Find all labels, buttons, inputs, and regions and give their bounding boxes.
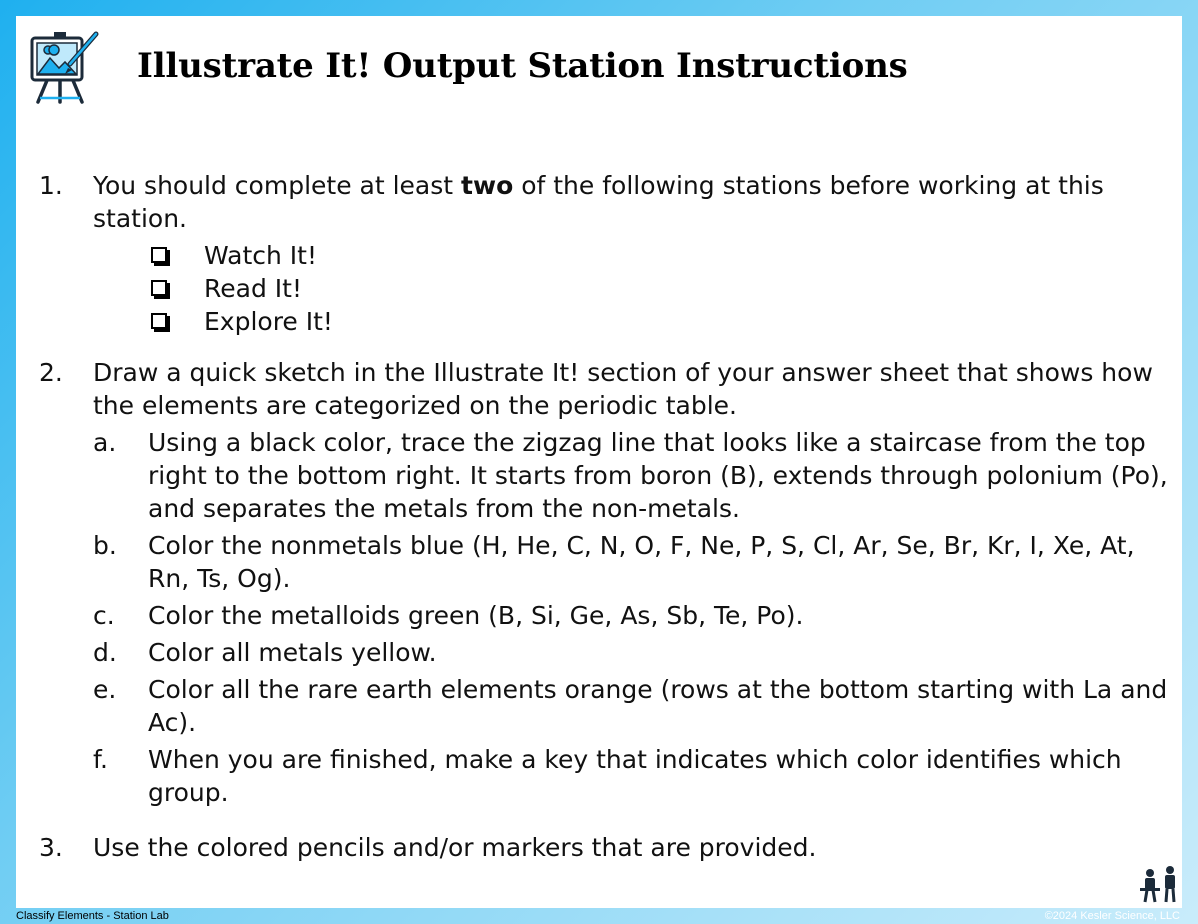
checkbox-icon xyxy=(151,247,167,263)
sub-text: Color all metals yellow. xyxy=(148,638,437,667)
sub-text: Color the metalloids green (B, Si, Ge, As, Sb, Te, Po). xyxy=(148,601,804,630)
sub-text: When you are finished, make a key that indicates which color identifies which group. xyxy=(148,745,1122,807)
instruction-number: 2. xyxy=(39,358,63,387)
sub-item xyxy=(16,599,1182,632)
sub-item xyxy=(16,743,1182,809)
students-icon xyxy=(1138,864,1182,904)
instruction-text-start: You should complete at least xyxy=(93,171,462,200)
sub-text: Using a black color, trace the zigzag line that looks like a staircase from the top right to the bottom right. It starts from boron (B), extends through polonium (Po), and separates the metals from the non-metals. xyxy=(148,428,1168,523)
instruction-text: Use the colored pencils and/or markers that are provided. xyxy=(93,833,817,862)
instruction-item xyxy=(16,356,1182,809)
sub-item xyxy=(16,673,1182,739)
instructions-list xyxy=(16,169,1182,864)
checklist-item xyxy=(16,272,1182,305)
sub-letter: e. xyxy=(93,675,117,704)
instruction-bold-word: two xyxy=(461,171,514,200)
sub-letter: c. xyxy=(93,601,115,630)
instruction-number: 3. xyxy=(39,833,63,862)
instruction-text: Draw a quick sketch in the Illustrate It! section of your answer sheet that shows how the elements are categorized on the periodic table. xyxy=(93,358,1153,420)
footer-copyright: ©2024 Kesler Science, LLC xyxy=(1044,910,1180,922)
checklist-item xyxy=(16,239,1182,272)
checklist-label: Read It! xyxy=(204,274,302,303)
sub-letter: b. xyxy=(93,531,117,560)
instruction-text xyxy=(93,169,1153,235)
sub-letter: f. xyxy=(93,745,108,774)
footer-course-label: Classify Elements - Station Lab xyxy=(16,910,169,922)
checklist-label: Explore It! xyxy=(204,307,333,336)
sub-letter: d. xyxy=(93,638,117,667)
slide xyxy=(16,16,1182,908)
sub-text: Color all the rare earth elements orange (rows at the bottom starting with La and Ac). xyxy=(148,675,1168,737)
sub-text: Color the nonmetals blue (H, He, C, N, O, F, Ne, P, S, Cl, Ar, Se, Br, Kr, I, Xe, At, Rn, Ts, Og). xyxy=(148,531,1135,593)
checklist-item xyxy=(16,305,1182,338)
sub-letter: a. xyxy=(93,428,117,457)
sub-instructions xyxy=(16,426,1182,809)
station-checklist xyxy=(16,239,1182,338)
instruction-text-end: of the following stations before working at this station. xyxy=(93,171,1104,233)
instruction-number: 1. xyxy=(39,171,63,200)
instruction-item xyxy=(16,831,1182,864)
sub-item xyxy=(16,529,1182,595)
sub-item xyxy=(16,426,1182,525)
checklist-label: Watch It! xyxy=(204,241,317,270)
checkbox-icon xyxy=(151,280,167,296)
sub-item xyxy=(16,636,1182,669)
page-title: Illustrate It! Output Station Instructions xyxy=(137,46,908,86)
easel-paint-icon xyxy=(24,24,106,106)
checkbox-icon xyxy=(151,313,167,329)
instruction-item xyxy=(16,169,1182,338)
